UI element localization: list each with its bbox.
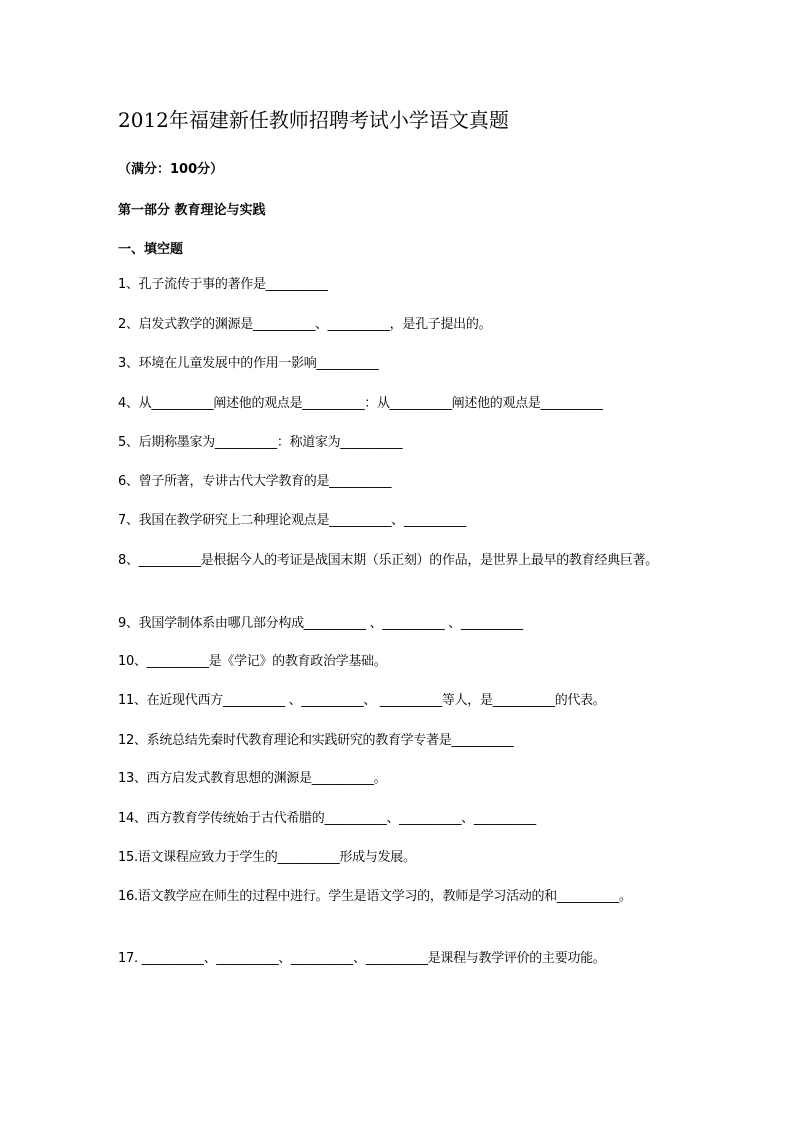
- question-17: 17. __________、__________、__________、__________是课程与教学评价的主要功能。: [118, 951, 606, 966]
- document-title: 2012年福建新任教师招聘考试小学语文真题: [118, 108, 509, 132]
- question-2: 2、启发式教学的渊源是__________、__________，是孔子提出的。: [118, 317, 492, 332]
- section-heading: 一、填空题: [118, 242, 184, 257]
- question-9: 9、我国学制体系由哪几部分构成__________ 、__________ 、__________: [118, 616, 523, 631]
- question-3: 3、环境在儿童发展中的作用一影响__________: [118, 356, 379, 371]
- question-4: 4、从__________阐述他的观点是__________：从__________阐述他的观点是__________: [118, 396, 603, 411]
- question-10: 10、__________是《学记》的教育政治学基础。: [118, 654, 387, 669]
- question-13: 13、西方启发式教育思想的渊源是__________。: [118, 771, 387, 786]
- question-12: 12、系统总结先秦时代教育理论和实践研究的教育学专著是__________: [118, 733, 514, 748]
- question-16: 16.语文教学应在师生的过程中进行。学生是语文学习的，教师是学习活动的和__________。: [118, 889, 632, 904]
- part-heading: 第一部分 教育理论与实践: [118, 203, 266, 218]
- question-14: 14、西方教育学传统始于古代希腊的__________、__________、__________: [118, 811, 536, 826]
- question-5: 5、后期称墨家为__________：称道家为__________: [118, 435, 403, 450]
- question-15: 15.语文课程应致力于学生的__________形成与发展。: [118, 850, 416, 865]
- question-6: 6、曾子所著，专讲古代大学教育的是__________: [118, 474, 392, 489]
- question-11: 11、在近现代西方__________ 、__________、 __________等人，是__________的代表。: [118, 693, 606, 708]
- full-score: （满分：100分）: [118, 162, 224, 177]
- question-8: 8、__________是根据今人的考证是战国末期（乐正刻）的作品，是世界上最早的教育经典巨著。: [118, 553, 658, 568]
- question-1: 1、孔子流传于事的著作是__________: [118, 277, 328, 292]
- question-7: 7、我国在教学研究上二种理论观点是__________、__________: [118, 513, 466, 528]
